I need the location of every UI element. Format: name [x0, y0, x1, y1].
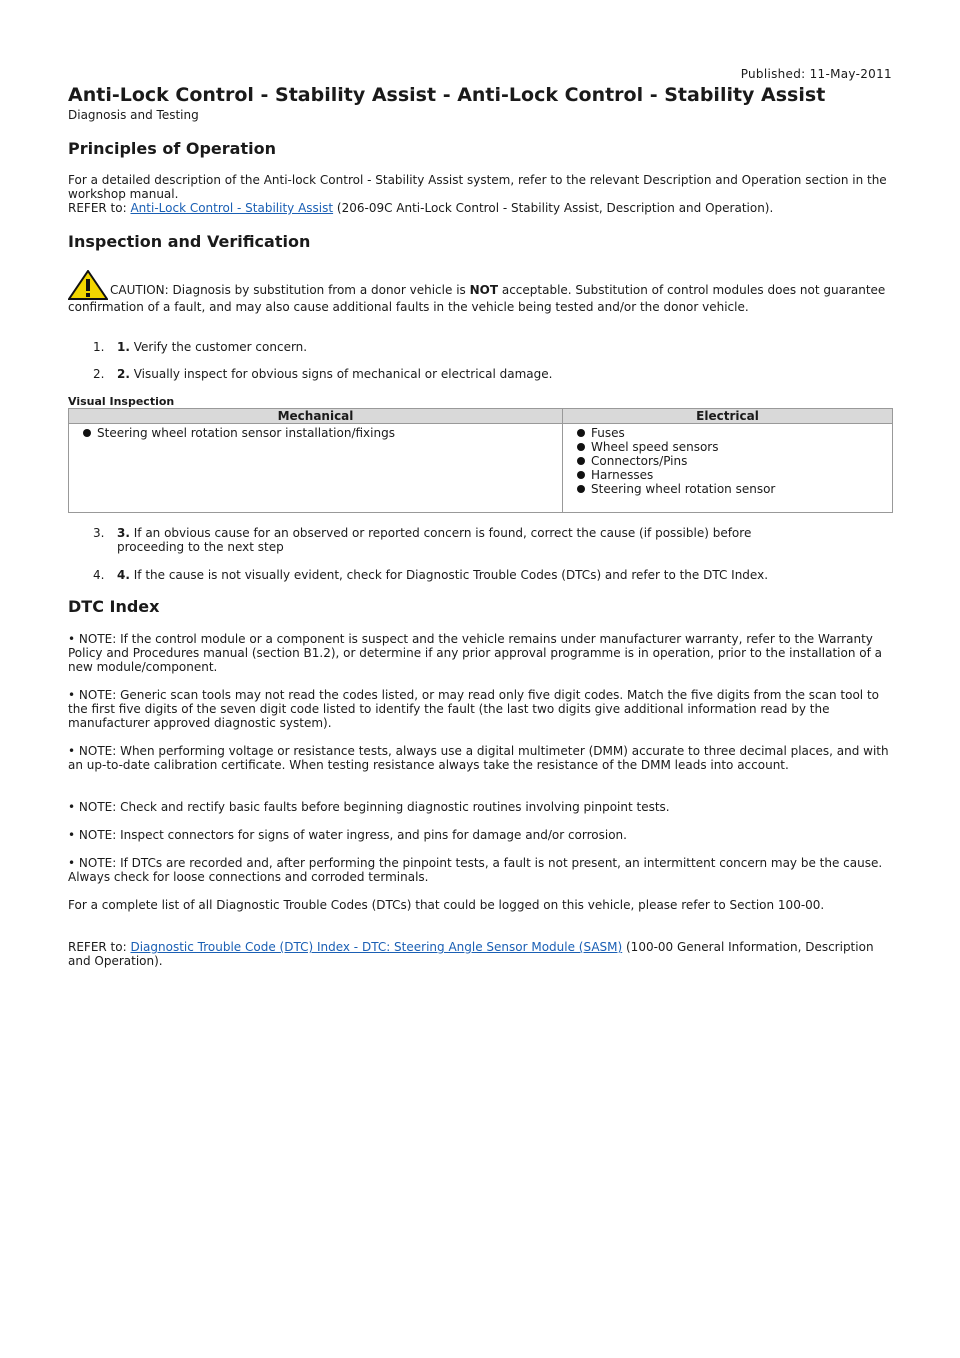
dtc-note-connectors: • NOTE: Inspect connectors for signs of water ingress, and pins for damage and/or corrosion.	[68, 828, 627, 842]
dtc-refer	[68, 940, 894, 968]
list-item: Steering wheel rotation sensor installation/fixings	[97, 426, 562, 440]
published-date: Published: 11-May-2011	[740, 67, 892, 81]
mechanical-list	[69, 426, 562, 440]
step-text: If an obvious cause for an observed or reported concern is found, correct the cause (if possible) before proceeding to the next step	[117, 526, 752, 554]
dtc-note-warranty: • NOTE: If the control module or a component is suspect and the vehicle remains under manufacturer warranty, refer to the Warranty Policy and Procedures manual (section B1.2), or determine if any prior approval programme is in operation, prior to the installation of a new module/component.	[68, 632, 882, 674]
step-bold-number: 1.	[117, 340, 130, 354]
step-number: 1.	[93, 340, 105, 354]
electrical-cell	[563, 424, 893, 513]
list-item: Harnesses	[591, 468, 892, 482]
visual-inspection-table	[68, 408, 893, 513]
dtc-note-basic-faults: • NOTE: Check and rectify basic faults before beginning diagnostic routines involving pinpoint tests.	[68, 800, 670, 814]
bullet-icon	[577, 485, 585, 493]
list-item: Fuses	[591, 426, 892, 440]
step-text: Verify the customer concern.	[129, 340, 308, 354]
step-number: 4.	[93, 568, 105, 582]
principles-description: For a detailed description of the Anti-lock Control - Stability Assist system, refer to the relevant Description and Operation section in the workshop manual.	[68, 173, 887, 201]
table-header-electrical: Electrical	[563, 409, 893, 424]
principles-refer-link[interactable]: Anti-Lock Control - Stability Assist	[130, 201, 334, 215]
caution-text-post: acceptable. Substitution of control modules does not guarantee confirmation of a fault, and may also cause additional faults in the vehicle being tested and/or the donor vehicle.	[68, 283, 886, 314]
step-number: 3.	[93, 526, 105, 540]
dtc-note-intermittent: • NOTE: If DTCs are recorded and, after performing the pinpoint tests, a fault is not present, an intermittent concern may be the cause. Always check for loose connections and corroded terminals.	[68, 856, 883, 884]
page-subtitle: Diagnosis and Testing	[68, 108, 199, 122]
dtc-index-heading: DTC Index	[68, 597, 160, 616]
electrical-list	[563, 426, 892, 496]
list-item: Connectors/Pins	[591, 454, 892, 468]
bullet-icon	[83, 429, 91, 437]
principles-heading: Principles of Operation	[68, 139, 276, 158]
table-caption: Visual Inspection	[68, 395, 175, 408]
step-number: 2.	[93, 367, 105, 381]
step-text: If the cause is not visually evident, check for Diagnostic Trouble Codes (DTCs) and refer to the DTC Index.	[129, 568, 769, 582]
list-item: Steering wheel rotation sensor	[591, 482, 892, 496]
step-bold-number: 3.	[117, 526, 130, 540]
table-row	[69, 424, 893, 513]
caution-note	[68, 270, 894, 314]
bullet-icon	[577, 471, 585, 479]
step-bold-number: 4.	[117, 568, 130, 582]
principles-text	[68, 173, 894, 215]
dtc-refer-suffix: (100-00 General Information, Description and Operation).	[68, 940, 874, 968]
step-text: Visually inspect for obvious signs of mechanical or electrical damage.	[129, 367, 553, 381]
step-bold-number: 2.	[117, 367, 130, 381]
bullet-icon	[577, 443, 585, 451]
principles-refer-suffix: (206-09C Anti-Lock Control - Stability Assist, Description and Operation).	[333, 201, 774, 215]
caution-text-bold: NOT	[469, 283, 499, 297]
caution-text-pre: CAUTION: Diagnosis by substitution from a donor vehicle is	[110, 283, 470, 297]
dtc-refer-link[interactable]: Diagnostic Trouble Code (DTC) Index - DTC: Steering Angle Sensor Module (SASM)	[130, 940, 623, 954]
table-header-mechanical: Mechanical	[69, 409, 563, 424]
bullet-icon	[577, 429, 585, 437]
dtc-complete-list: For a complete list of all Diagnostic Trouble Codes (DTCs) that could be logged on this vehicle, please refer to Section 100-00.	[68, 898, 825, 912]
dtc-refer-prefix: REFER to:	[68, 940, 131, 954]
bullet-icon	[577, 457, 585, 465]
inspection-heading: Inspection and Verification	[68, 232, 311, 251]
list-item: Wheel speed sensors	[591, 440, 892, 454]
mechanical-cell	[69, 424, 563, 513]
warning-triangle-icon	[68, 270, 108, 300]
dtc-note-dmm: • NOTE: When performing voltage or resistance tests, always use a digital multimeter (DMM) accurate to three decimal places, and with an up-to-date calibration certificate. When testing resistance always take the resistance of the DMM leads into account.	[68, 744, 889, 772]
principles-refer-prefix: REFER to:	[68, 201, 131, 215]
dtc-note-scan-tools: • NOTE: Generic scan tools may not read the codes listed, or may read only five digit codes. Match the five digits from the scan tool to the first five digits of the seven digit code listed to identify the fault (the last two digits give additional information read by the manufacturer approved diagnostic system).	[68, 688, 879, 730]
page-title: Anti-Lock Control - Stability Assist - Anti-Lock Control - Stability Assist	[68, 84, 826, 106]
